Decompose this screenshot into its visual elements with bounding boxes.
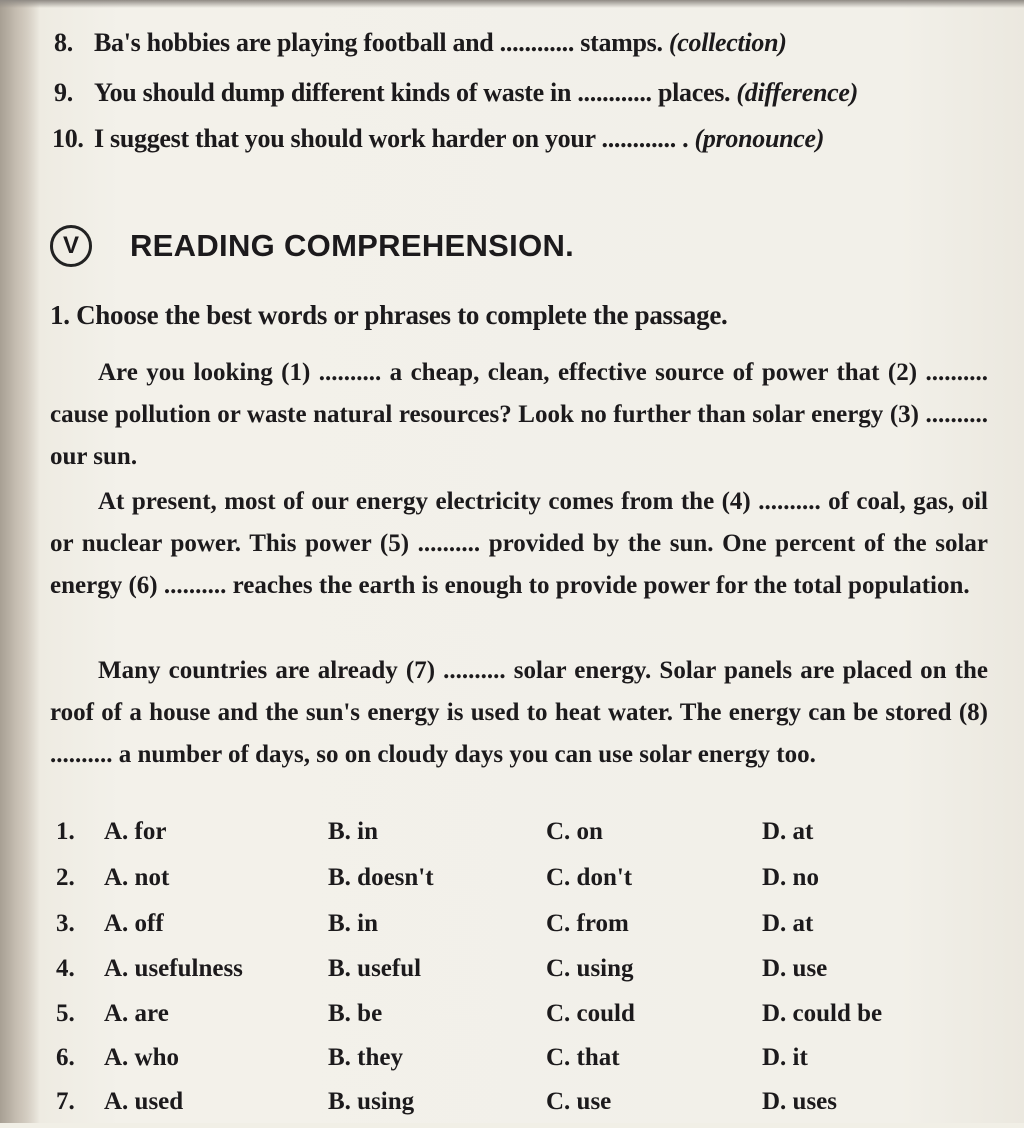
passage-paragraph-1: Are you looking (1) .......... a cheap, clean, effective source of power that (2) .......... cause pollution or waste natural resources? Look no further than solar energy (3) .......... our sun. (50, 359, 988, 470)
option-row: 2. A. not B. doesn't C. don't D. no (56, 864, 819, 891)
option-c[interactable]: C. use (546, 1088, 612, 1115)
option-d[interactable]: D. at (762, 818, 814, 845)
section-heading (50, 222, 574, 270)
option-b[interactable]: B. using (328, 1088, 415, 1115)
option-d[interactable]: D. could be (762, 1000, 883, 1027)
option-row: 6. A. who B. they C. that D. it (56, 1044, 808, 1071)
option-d[interactable]: D. use (762, 955, 828, 982)
option-row: 4. A. usefulness B. useful C. using D. use (56, 955, 828, 982)
option-b[interactable]: B. in (328, 818, 379, 845)
option-row: 5. A. are B. be C. could D. could be (56, 1000, 883, 1027)
option-b[interactable]: B. be (328, 1000, 383, 1027)
option-a[interactable]: A. used (104, 1088, 184, 1115)
option-c[interactable]: C. could (546, 1000, 635, 1027)
option-c[interactable]: C. on (546, 818, 603, 845)
option-a[interactable]: A. off (104, 910, 164, 937)
option-row: 7. A. used B. using C. use D. uses (56, 1088, 838, 1115)
option-d[interactable]: D. no (762, 864, 819, 891)
option-a[interactable]: A. are (104, 1000, 169, 1027)
option-c[interactable]: C. from (546, 910, 629, 937)
option-a[interactable]: A. who (104, 1044, 180, 1071)
option-b[interactable]: B. doesn't (328, 864, 434, 891)
exercise-item-8: 8. Ba's hobbies are playing football and ............ stamps. (collection) (54, 28, 787, 57)
option-d[interactable]: D. at (762, 910, 814, 937)
exercise-item-10: 10. I suggest that you should work harder on your ............ . (pronounce) (52, 124, 825, 153)
option-c[interactable]: C. that (546, 1044, 620, 1071)
option-c[interactable]: C. don't (546, 864, 633, 891)
option-b[interactable]: B. useful (328, 955, 422, 982)
passage-paragraph-3: Many countries are already (7) .......... solar energy. Solar panels are placed on the roof of a house and the sun's energy is used to heat water. The energy can be stored (8) .......... a number of days, so on cloudy days you can use solar energy too. (50, 657, 988, 768)
option-a[interactable]: A. not (104, 864, 170, 891)
option-row: 1. A. for B. in C. on D. at (56, 818, 814, 845)
option-c[interactable]: C. using (546, 955, 634, 982)
option-a[interactable]: A. for (104, 818, 167, 845)
page-top-edge (0, 0, 1024, 8)
option-a[interactable]: A. usefulness (104, 955, 243, 982)
section-title: READING COMPREHENSION. (130, 228, 575, 263)
option-d[interactable]: D. it (762, 1044, 808, 1071)
option-row: 3. A. off B. in C. from D. at (56, 910, 814, 937)
option-b[interactable]: B. they (328, 1044, 403, 1071)
exercise-item-9: 9. You should dump different kinds of waste in ............ places. (difference) (54, 78, 858, 107)
option-b[interactable]: B. in (328, 910, 379, 937)
instruction: 1. Choose the best words or phrases to complete the passage. (50, 300, 728, 330)
option-d[interactable]: D. uses (762, 1088, 838, 1115)
section-number-badge: V (50, 225, 92, 267)
passage-paragraph-2: At present, most of our energy electricity comes from the (4) .......... of coal, gas, oil or nuclear power. This power (5) .......... provided by the sun. One percent of the solar energy (6) .......... reaches the earth is enough to provide power for the total population. (50, 488, 988, 599)
